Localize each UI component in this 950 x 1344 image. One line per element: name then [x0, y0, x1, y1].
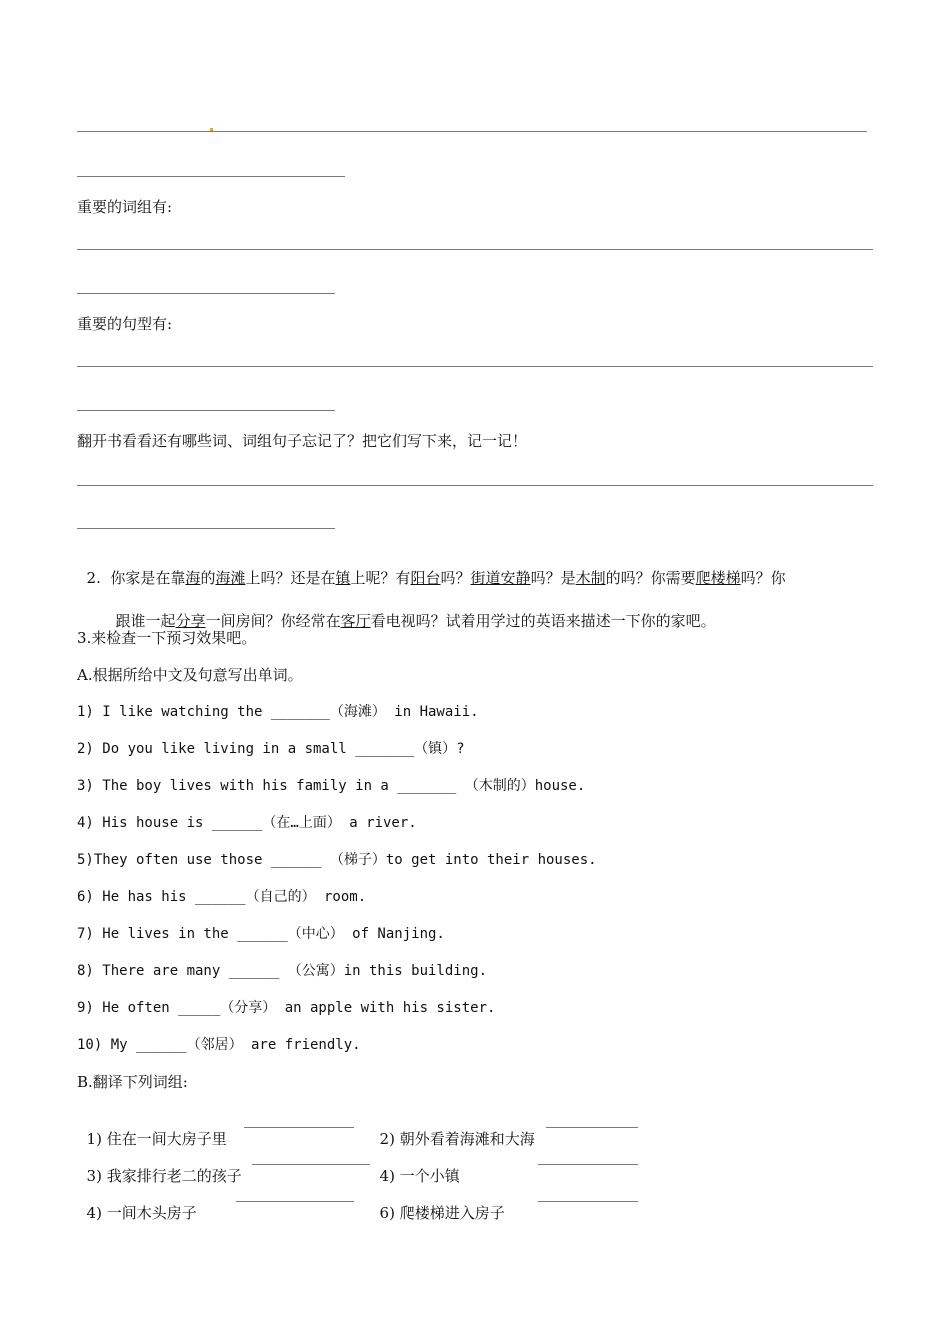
partB-item: 1) 住在一间大房子里 — [86, 1130, 227, 1148]
keyword: 阳台 — [410, 569, 441, 587]
partA-item: 2) Do you like living in a small _______（镇）? — [77, 741, 465, 757]
keyword: 爬楼梯 — [695, 569, 741, 587]
writing-line — [77, 528, 335, 529]
keyword: 客厅 — [340, 612, 371, 630]
partA-item: 7) He lives in the ______（中心） of Nanjing. — [77, 926, 445, 942]
answer-blank — [244, 1127, 354, 1128]
answer-blank — [538, 1201, 638, 1202]
partB-title: B.翻译下列词组: — [77, 1073, 188, 1091]
partA-item: 5)They often use those ______ （梯子）to get into their houses. — [77, 852, 597, 868]
partA-title: A.根据所给中文及句意写出单词。 — [77, 666, 303, 684]
keyword: 街道安静 — [470, 569, 531, 587]
partA-item: 3) The boy lives with his family in a _______ （木制的）house. — [77, 778, 586, 794]
q2-number: 2. — [86, 569, 101, 587]
partA-item: 8) There are many ______ （公寓）in this building. — [77, 963, 488, 979]
partB-item: 4) 一间木头房子 — [86, 1204, 197, 1222]
keyword: 镇 — [335, 569, 351, 587]
q2-line-2: 跟谁一起分享一间房间？你经常在客厅看电视吗？试着用学过的英语来描述一下你的家吧。 — [115, 612, 716, 630]
partA-item: 6) He has his ______（自己的） room. — [77, 889, 367, 905]
writing-line — [77, 366, 873, 367]
partA-item: 4) His house is ______（在…上面） a river. — [77, 815, 417, 831]
decorative-dot — [210, 128, 213, 131]
writing-line — [77, 176, 345, 177]
partB-item: 6) 爬楼梯进入房子 — [379, 1204, 505, 1222]
writing-line — [77, 485, 873, 486]
answer-blank — [546, 1127, 638, 1128]
q2-line-1: 2. 你家是在靠海的海滩上吗？还是在镇上呢？有阳台吗？街道安静吗？是木制的吗？你需要爬楼梯吗？你 — [86, 569, 786, 587]
keyword: 海滩 — [215, 569, 246, 587]
partB-item: 4) 一个小镇 — [379, 1167, 460, 1185]
keyword: 木制 — [575, 569, 606, 587]
heading-review: 翻开书看看还有哪些词、词组句子忘记了？把它们写下来，记一记！ — [77, 432, 528, 450]
heading-sentences: 重要的句型有: — [77, 315, 173, 333]
writing-line — [77, 410, 335, 411]
keyword: 海 — [185, 569, 201, 587]
answer-blank — [538, 1164, 638, 1165]
partB-item: 2) 朝外看着海滩和大海 — [379, 1130, 535, 1148]
writing-line — [77, 293, 335, 294]
partA-item: 9) He often _____（分享） an apple with his sister. — [77, 1000, 496, 1016]
answer-blank — [252, 1164, 370, 1165]
partA-item: 1) I like watching the _______（海滩） in Hawaii. — [77, 704, 479, 720]
heading-phrases: 重要的词组有: — [77, 198, 173, 216]
keyword: 分享 — [175, 612, 206, 630]
partA-item: 10) My ______（邻居） are friendly. — [77, 1037, 361, 1053]
q3-title: 3.来检查一下预习效果吧。 — [77, 629, 257, 647]
answer-blank — [236, 1201, 354, 1202]
partB-item: 3) 我家排行老二的孩子 — [86, 1167, 242, 1185]
writing-line — [77, 131, 867, 132]
writing-line — [77, 249, 873, 250]
